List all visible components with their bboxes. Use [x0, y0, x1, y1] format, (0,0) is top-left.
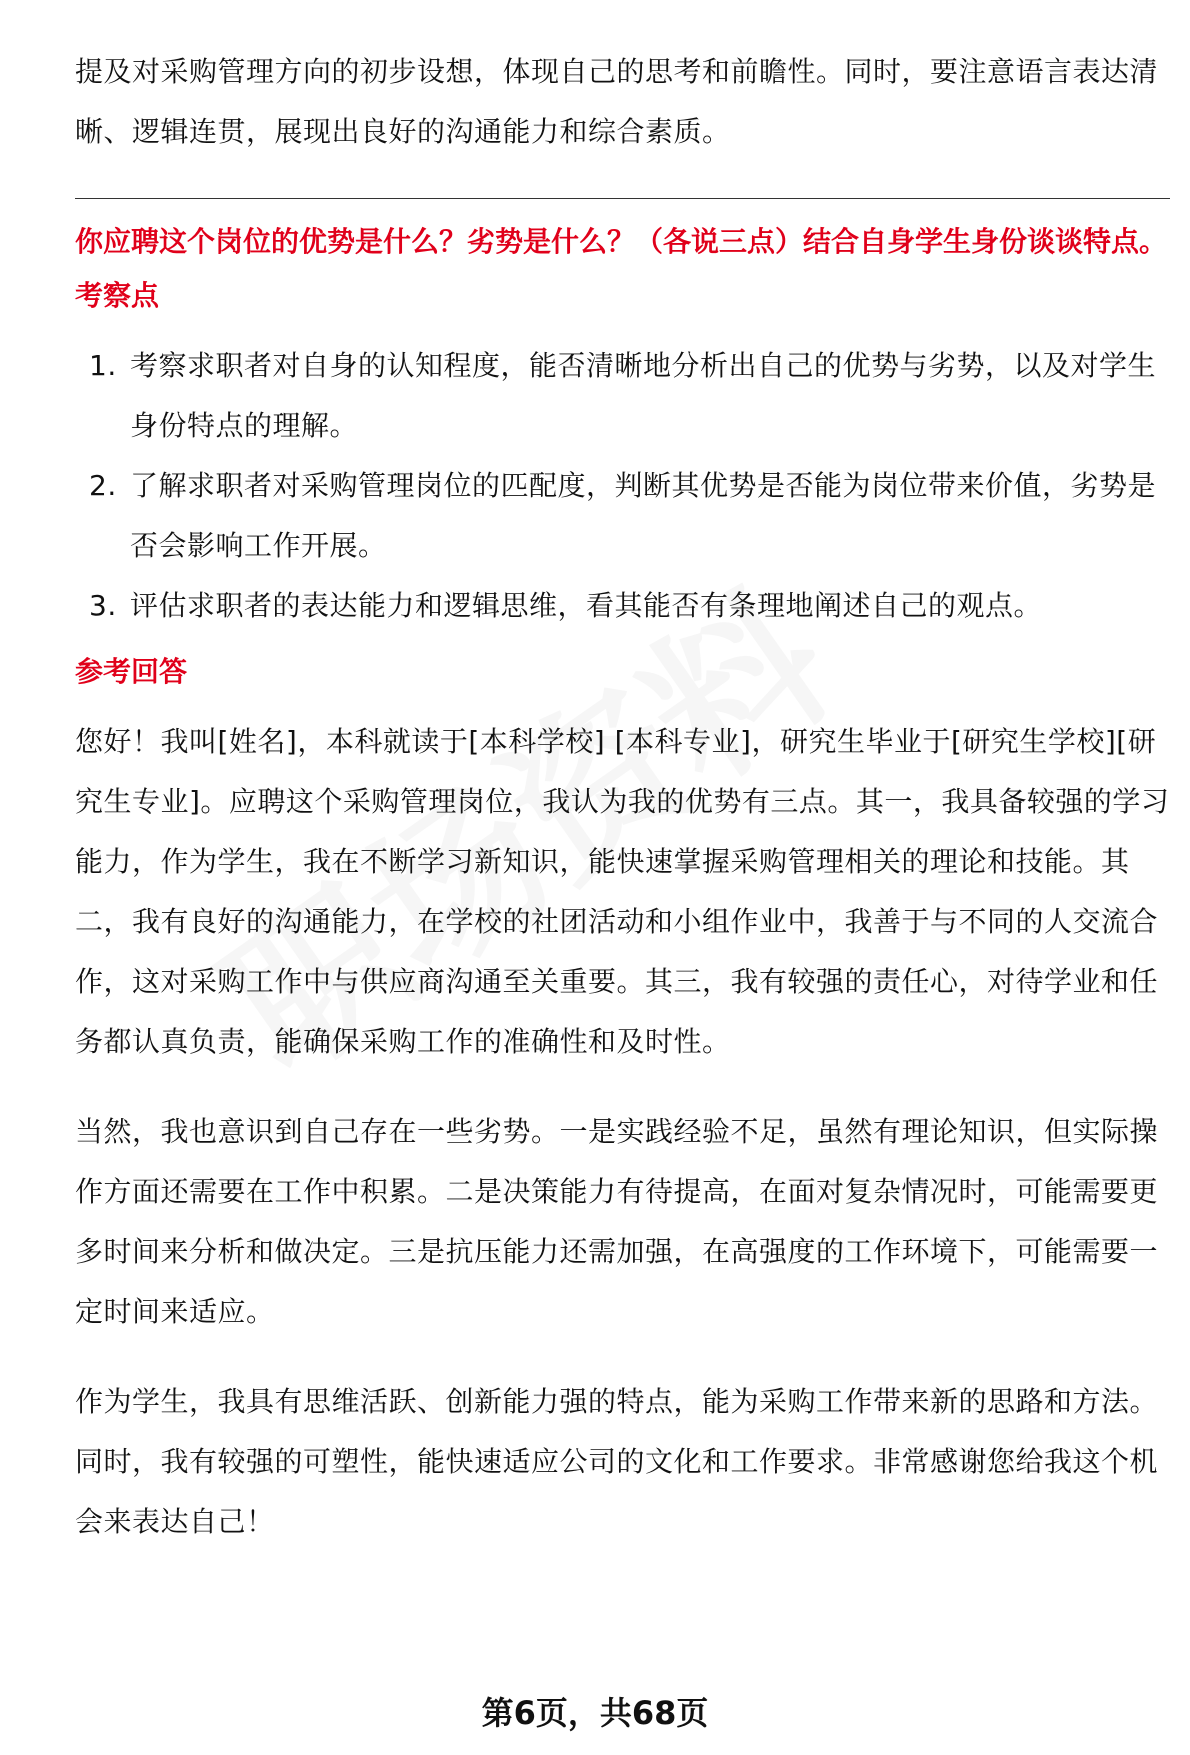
assessment-item-text: 考察求职者对自身的认知程度，能否清晰地分析出自己的优势与劣势，以及对学生身份特点的理解。 [130, 349, 1157, 442]
question-heading: 你应聘这个岗位的优势是什么？劣势是什么？（各说三点）结合自身学生身份谈谈特点。 [75, 225, 1168, 258]
assessment-item-text: 了解求职者对采购管理岗位的匹配度，判断其优势是否能为岗位带来价值，劣势是否会影响工作开展。 [130, 469, 1157, 562]
answer-paragraph: 当然，我也意识到自己存在一些劣势。一是实践经验不足，虽然有理论知识，但实际操作方面还需要在工作中积累。二是决策能力有待提高，在面对复杂情况时，可能需要更多时间来分析和做决定。三是抗压能力还需加强，在高强度的工作环境下，可能需要一定时间来适应。 [75, 1115, 1159, 1328]
assessment-title: 考察点 [75, 279, 160, 312]
answer-paragraph: 您好！我叫[姓名]，本科就读于[本科学校] [本科专业]，研究生毕业于[研究生学校][研究生专业]。应聘这个采购管理岗位，我认为我的优势有三点。其一，我具备较强的学习能力，作为学生，我在不断学习新知识，能快速掌握采购管理相关的理论和技能。其二，我有良好的沟通能力，在学校的社团活动和小组作业中，我善于与不同的人交流合作，这对采购工作中与供应商沟通至关重要。其三，我有较强的责任心，对待学业和任务都认真负责，能确保采购工作的准确性和及时性。 [75, 725, 1170, 1058]
page-number: 第6页，共68页 [481, 1694, 709, 1732]
assessment-item-number: 3. [89, 589, 117, 622]
assessment-item-number: 2. [89, 469, 117, 502]
section-divider [75, 198, 1170, 199]
assessment-item-text: 评估求职者的表达能力和逻辑思维，看其能否有条理地阐述自己的观点。 [130, 589, 1043, 622]
assessment-item-number: 1. [89, 349, 117, 382]
assessment-item [75, 456, 1170, 576]
assessment-item [75, 336, 1170, 456]
assessment-list [75, 336, 1170, 636]
document-page [75, 42, 1170, 1582]
answer-title: 参考回答 [75, 655, 188, 688]
intro-paragraph: 提及对采购管理方向的初步设想，体现自己的思考和前瞻性。同时，要注意语言表达清晰、逻辑连贯，展现出良好的沟通能力和综合素质。 [75, 55, 1159, 148]
answer-paragraph: 作为学生，我具有思维活跃、创新能力强的特点，能为采购工作带来新的思路和方法。同时，我有较强的可塑性，能快速适应公司的文化和工作要求。非常感谢您给我这个机会来表达自己！ [75, 1385, 1159, 1538]
assessment-item [75, 576, 1170, 636]
